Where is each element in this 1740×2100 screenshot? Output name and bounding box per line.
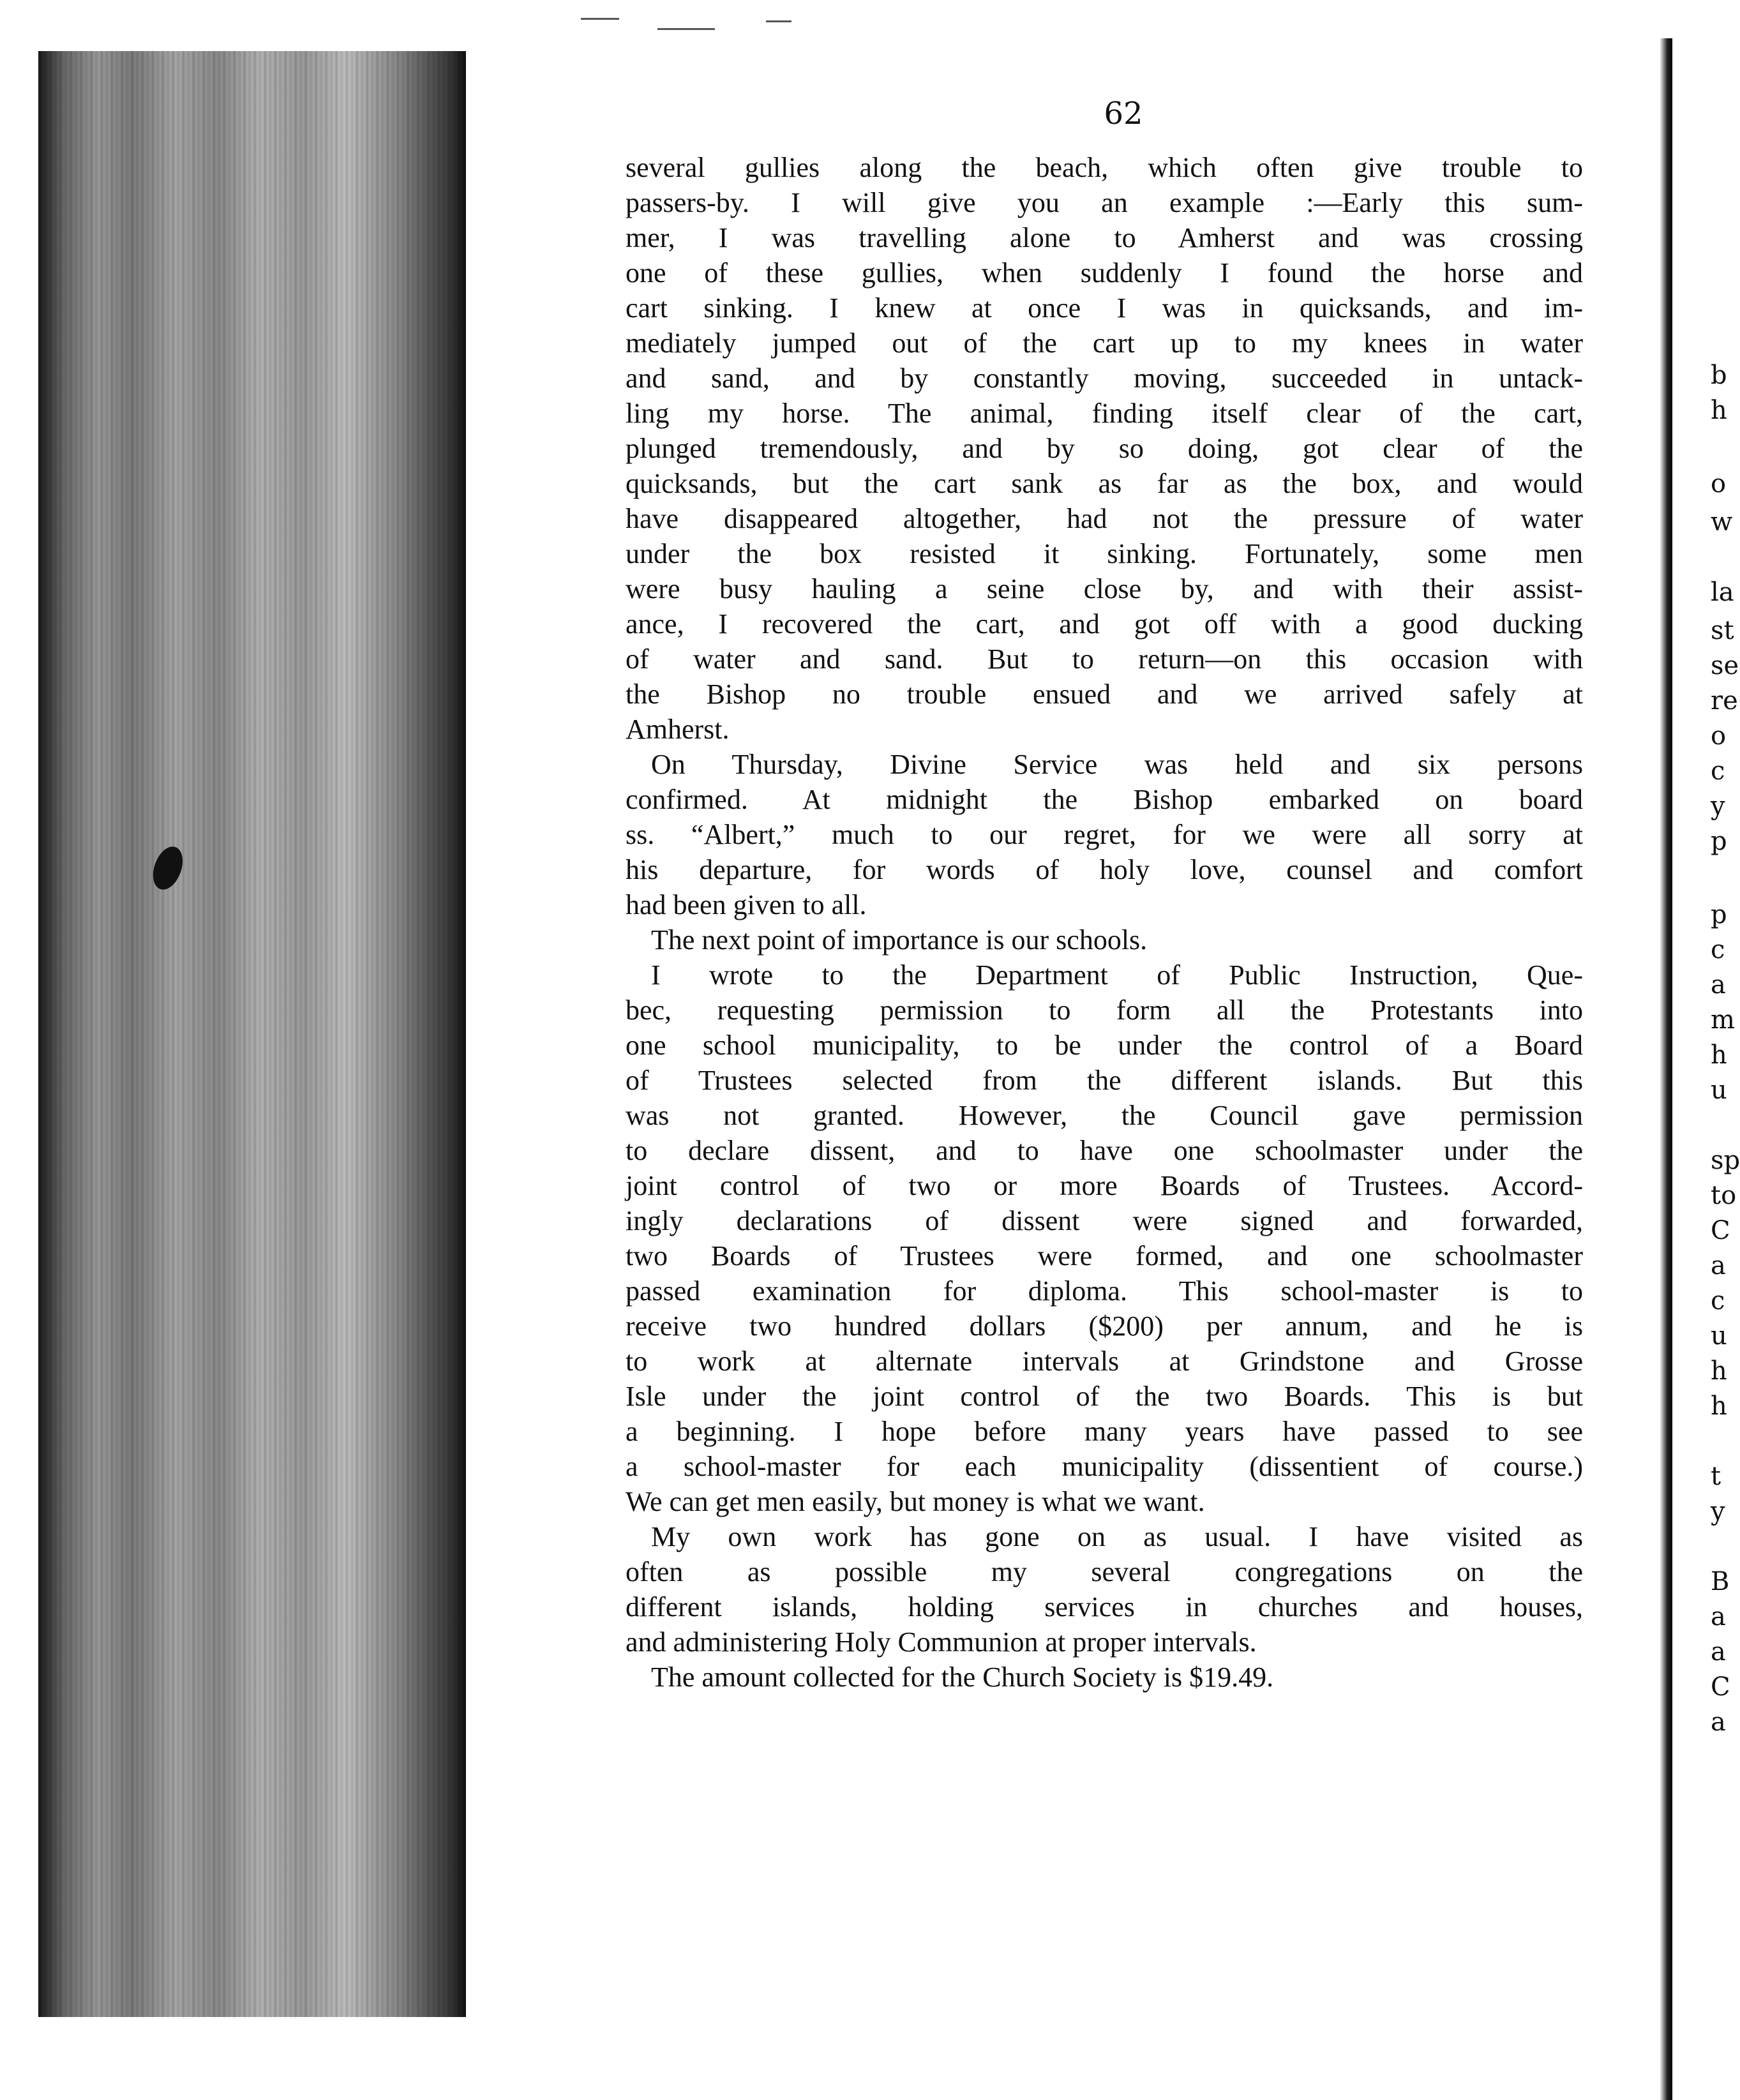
adjacent-page-text-fragment: to [1711, 1181, 1737, 1210]
text-line: ingly declarations of dissent were signed and forwarded, [626, 1205, 1583, 1236]
text-line: bec, requesting permission to form all the Protestants into [626, 994, 1583, 1026]
text-line: ance, I recovered the cart, and got off with a good ducking [626, 608, 1583, 640]
adjacent-page-text-fragment: u [1711, 1321, 1727, 1351]
text-line: I wrote to the Department of Public Instruction, Que- [651, 959, 1583, 991]
adjacent-page-text-fragment: C [1711, 1216, 1730, 1245]
adjacent-page-text-fragment: y [1711, 791, 1725, 821]
text-line: mediately jumped out of the cart up to my knees in water [626, 327, 1583, 359]
text-line: of water and sand. But to return—on this occasion with [626, 643, 1583, 675]
adjacent-page-text-fragment: c [1711, 756, 1725, 786]
adjacent-page-text-fragment: re [1711, 686, 1738, 716]
adjacent-page-text-fragment: p [1711, 827, 1727, 856]
text-line: two Boards of Trustees were formed, and one schoolmaster [626, 1240, 1583, 1271]
text-line: ss. “Albert,” much to our regret, for we were all sorry at [626, 819, 1583, 850]
adjacent-page-text-fragment: c [1711, 1286, 1725, 1316]
page-body-text [626, 150, 1583, 1695]
text-line: several gullies along the beach, which often give trouble to [626, 152, 1583, 183]
adjacent-page-text-fragment: a [1711, 1707, 1726, 1737]
text-line: The next point of importance is our schools. [651, 924, 1148, 956]
adjacent-page-text-fragment: o [1711, 469, 1727, 499]
adjacent-page-text-fragment: u [1711, 1076, 1727, 1105]
text-line: one school municipality, to be under the control of a Board [626, 1030, 1583, 1061]
text-line: the Bishop no trouble ensued and we arrived safely at [626, 679, 1583, 710]
adjacent-page-text-fragment: se [1711, 651, 1739, 680]
adjacent-page-text-fragment: p [1711, 900, 1727, 929]
book-page-edges [38, 51, 466, 2017]
text-line: and sand, and by constantly moving, succeeded in untack- [626, 363, 1583, 394]
text-line: to work at alternate intervals at Grindstone and Grosse [626, 1346, 1583, 1377]
scan-artefact [581, 18, 619, 20]
text-line: joint control of two or more Boards of Trustees. Accord- [626, 1170, 1583, 1201]
text-line: quicksands, but the cart sank as far as the box, and would [626, 468, 1583, 499]
text-line: confirmed. At midnight the Bishop embarked on board [626, 784, 1583, 815]
text-line: one of these gullies, when suddenly I found the horse and [626, 257, 1583, 289]
text-line: Amherst. [626, 714, 730, 745]
text-line: his departure, for words of holy love, counsel and comfort [626, 854, 1583, 885]
adjacent-page-text-fragment: h [1711, 1391, 1727, 1421]
text-line: My own work has gone on as usual. I have visited as [651, 1521, 1583, 1552]
text-line: different islands, holding services in churches and houses, [626, 1591, 1583, 1623]
text-line: under the box resisted it sinking. Fortunately, some men [626, 538, 1583, 569]
text-line: a beginning. I hope before many years have passed to see [626, 1416, 1583, 1447]
text-line: to declare dissent, and to have one schoolmaster under the [626, 1135, 1583, 1166]
text-line: a school-master for each municipality (dissentient of course.) [626, 1451, 1583, 1482]
scan-artefact [657, 28, 715, 30]
adjacent-page-text-fragment: st [1711, 616, 1734, 645]
text-line: cart sinking. I knew at once I was in quicksands, and im- [626, 292, 1583, 324]
text-line: passed examination for diploma. This school-master is to [626, 1275, 1583, 1307]
adjacent-page-shadow [1660, 38, 1672, 2100]
ink-blot [147, 843, 188, 894]
adjacent-page-text-fragment: a [1711, 1637, 1726, 1667]
adjacent-page-text-fragment: y [1711, 1497, 1725, 1526]
adjacent-page-text-fragment: a [1711, 1251, 1726, 1280]
adjacent-page-text-fragment: h [1711, 1040, 1727, 1070]
text-line: have disappeared altogether, had not the pressure of water [626, 503, 1583, 534]
text-line: passers-by. I will give you an example :—Early this sum- [626, 187, 1583, 218]
text-line: plunged tremendously, and by so doing, got clear of the [626, 433, 1583, 464]
text-line: The amount collected for the Church Society is $19.49. [651, 1661, 1274, 1693]
adjacent-page-text-fragment: B [1711, 1567, 1730, 1596]
text-line: often as possible my several congregations on the [626, 1556, 1583, 1587]
adjacent-page-text-fragment: sp [1711, 1146, 1740, 1175]
adjacent-page-text-fragment: b [1711, 361, 1727, 390]
text-line: On Thursday, Divine Service was held and six persons [651, 749, 1583, 780]
adjacent-page-text-fragment: o [1711, 721, 1727, 751]
scan-artefact [766, 20, 791, 22]
adjacent-page-text-fragment: C [1711, 1672, 1730, 1702]
adjacent-page-text-fragment: a [1711, 1602, 1726, 1631]
adjacent-page-text-fragment: t [1711, 1462, 1721, 1491]
adjacent-page-text-fragment: la [1711, 578, 1734, 607]
adjacent-page-text-fragment: a [1711, 970, 1726, 1000]
text-line: had been given to all. [626, 889, 867, 920]
text-line: ling my horse. The animal, finding itself clear of the cart, [626, 398, 1583, 429]
text-line: Isle under the joint control of the two Boards. This is but [626, 1381, 1583, 1412]
text-line: We can get men easily, but money is what we want. [626, 1486, 1205, 1517]
adjacent-page-text-fragment: h [1711, 1356, 1727, 1386]
adjacent-page-text-fragment: w [1711, 507, 1733, 537]
text-line: of Trustees selected from the different islands. But this [626, 1065, 1583, 1096]
text-line: was not granted. However, the Council gave permission [626, 1100, 1583, 1131]
adjacent-page-text-fragment: h [1711, 396, 1727, 425]
page-number: 62 [1104, 96, 1143, 131]
text-line: receive two hundred dollars ($200) per annum, and he is [626, 1310, 1583, 1342]
text-line: were busy hauling a seine close by, and with their assist- [626, 573, 1583, 604]
adjacent-page-text-fragment: c [1711, 935, 1725, 964]
adjacent-page-text-fragment: m [1711, 1005, 1735, 1035]
text-line: and administering Holy Communion at proper intervals. [626, 1626, 1257, 1658]
adjacent-page-strip [1672, 0, 1740, 2099]
text-line: mer, I was travelling alone to Amherst and was crossing [626, 222, 1583, 253]
